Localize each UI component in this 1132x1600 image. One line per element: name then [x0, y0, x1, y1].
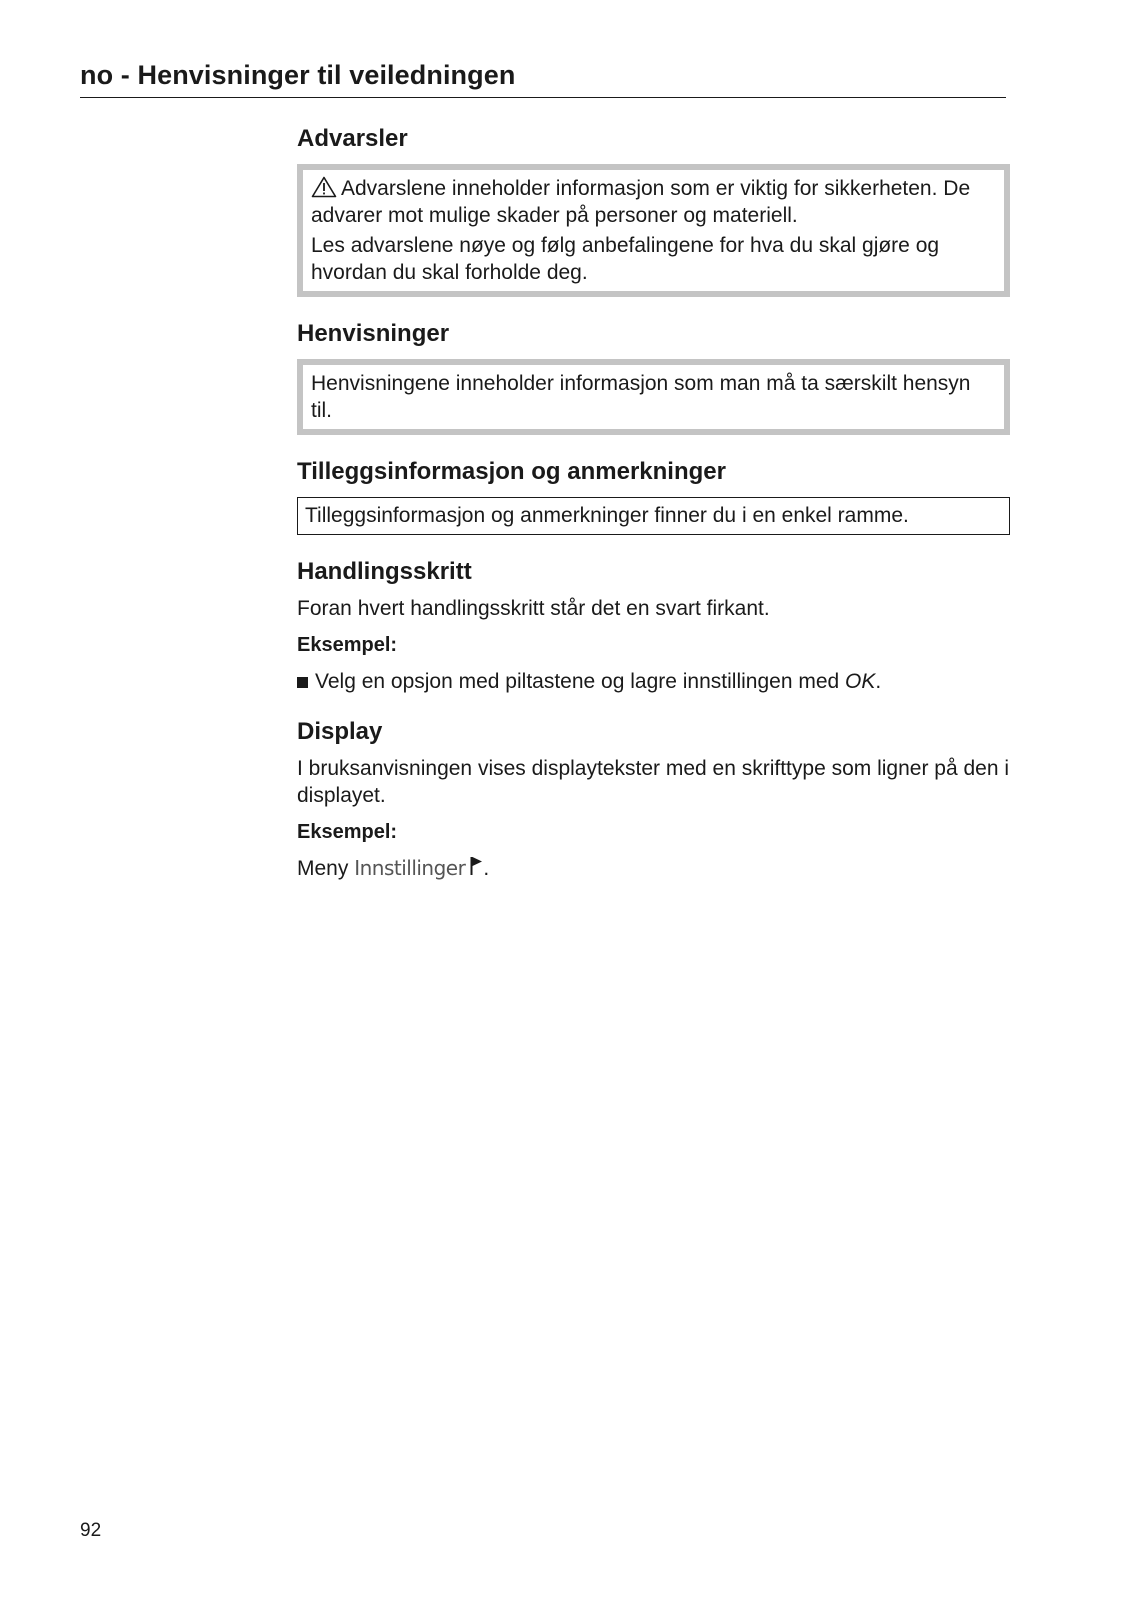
- step-text-main: Velg en opsjon med piltastene og lagre innstillingen med: [315, 670, 846, 693]
- additional-text: Tilleggsinformasjon og anmerkninger finner du i en enkel ramme.: [305, 504, 909, 527]
- section-heading-additional: Tilleggsinformasjon og anmerkninger: [297, 458, 726, 485]
- section-heading-notes: Henvisninger: [297, 320, 450, 347]
- display-example: [297, 855, 1010, 882]
- display-example-label: Eksempel:: [297, 821, 398, 843]
- step-end: .: [875, 670, 882, 693]
- notes-box: [297, 359, 1010, 435]
- display-text: I bruksanvisningen vises displaytekster med en skrifttype som ligner på den i displayet.: [297, 757, 1010, 807]
- page-header: [80, 60, 1006, 98]
- section-display: [297, 717, 1010, 882]
- section-steps: [297, 557, 1010, 695]
- steps-text: Foran hvert handlingsskritt står det en svart firkant.: [297, 597, 770, 620]
- section-heading-warnings: Advarsler: [297, 125, 408, 152]
- menu-end: .: [483, 857, 490, 880]
- additional-box: [297, 497, 1010, 535]
- page-title: no - Henvisninger til veiledningen: [80, 60, 516, 90]
- section-warnings: [297, 124, 1010, 297]
- menu-display-text: Innstillinger: [354, 856, 466, 880]
- warning-box: [297, 164, 1010, 297]
- warning-paragraph-2: Les advarslene nøye og følg anbefalingene for hva du skal gjøre og hvordan du skal forholde deg.: [311, 234, 940, 284]
- main-content: [297, 124, 1010, 904]
- warning-paragraph-1: [311, 175, 996, 229]
- section-additional: [297, 457, 1010, 535]
- page-number: 92: [80, 1520, 102, 1541]
- flag-icon: [469, 855, 483, 877]
- warning-text-1: Advarslene inneholder informasjon som er viktig for sikkerheten. De advarer mot mulige skader på personer og materiell.: [311, 177, 971, 227]
- section-heading-steps: Handlingsskritt: [297, 558, 472, 585]
- section-notes: [297, 319, 1010, 435]
- step-text: [315, 668, 881, 695]
- black-square-icon: [297, 677, 308, 688]
- menu-prefix: Meny: [297, 857, 355, 880]
- step-key: OK: [845, 670, 876, 693]
- step-item: [297, 668, 1010, 695]
- notes-text: Henvisningene inneholder informasjon som man må ta særskilt hensyn til.: [311, 372, 971, 422]
- section-heading-display: Display: [297, 718, 383, 745]
- steps-example-label: Eksempel:: [297, 634, 398, 656]
- warning-triangle-icon: [311, 176, 337, 198]
